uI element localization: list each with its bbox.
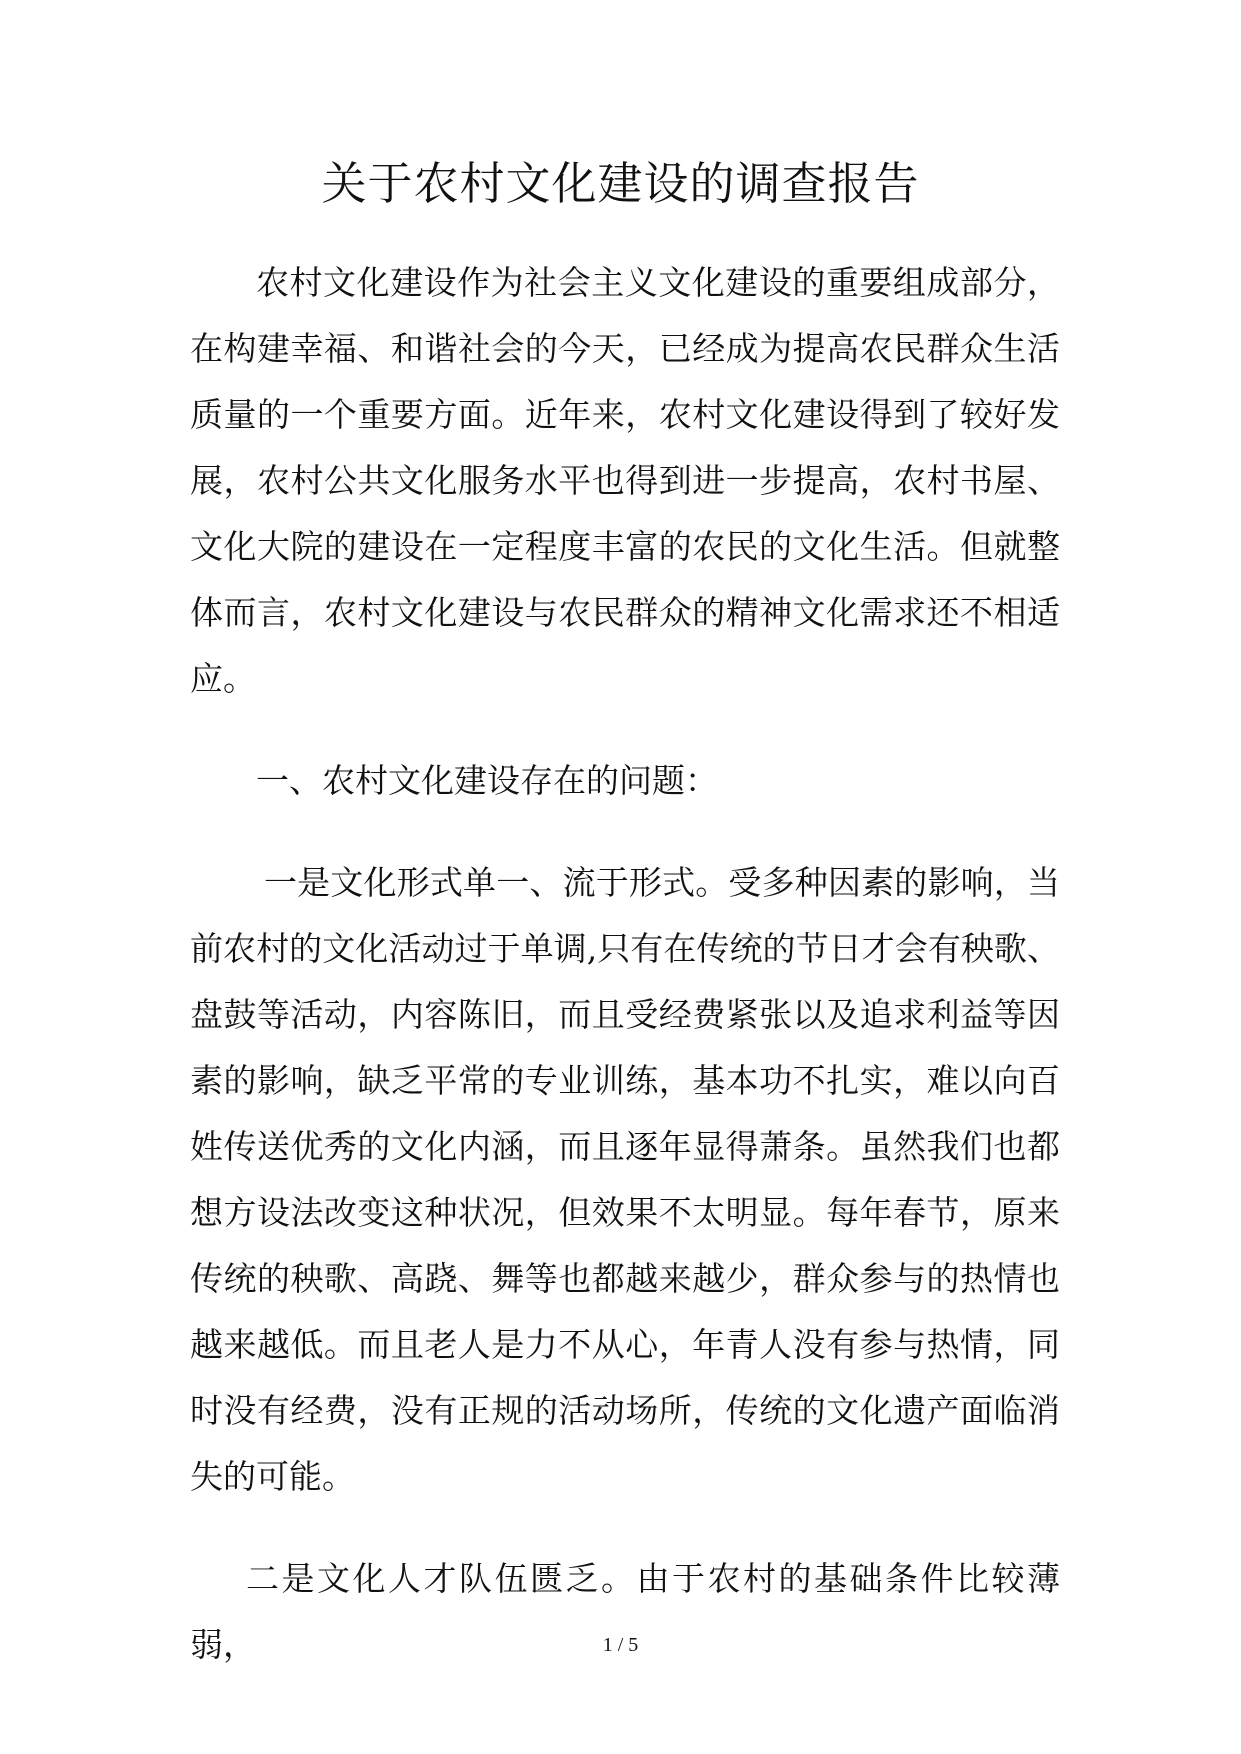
paragraph-problem-two: 二是文化人才队伍匮乏。由于农村的基础条件比较薄弱， bbox=[190, 1559, 1060, 1664]
document-body bbox=[190, 250, 1060, 1678]
document-title: 关于农村文化建设的调查报告 bbox=[321, 157, 920, 210]
page-number: 1 / 5 bbox=[602, 1634, 639, 1656]
paragraph-problem-one: 一是文化形式单一、流于形式。受多种因素的影响，当前农村的文化活动过于单调,只有在传统的节日才会有秧歌、盘鼓等活动，内容陈旧，而且受经费紧张以及追求利益等因素的影响，缺乏平常的专业训练，基本功不扎实，难以向百姓传送优秀的文化内涵，而且逐年显得萧条。虽然我们也都想方设法改变这种状况，但效果不太明显。每年春节，原来传统的秧歌、高跷、舞等也都越来越少，群众参与的热情也越来越低。而且老人是力不从心，年青人没有参与热情，同时没有经费，没有正规的活动场所，传统的文化遗产面临消失的可能。 bbox=[190, 863, 1060, 1496]
paragraph-intro: 农村文化建设作为社会主义文化建设的重要组成部分，在构建幸福、和谐社会的今天，已经成为提高农民群众生活质量的一个重要方面。近年来，农村文化建设得到了较好发展，农村公共文化服务水平也得到进一步提高，农村书屋、文化大院的建设在一定程度丰富的农民的文化生活。但就整体而言，农村文化建设与农民群众的精神文化需求还不相适应。 bbox=[190, 263, 1060, 698]
section-heading: 一、农村文化建设存在的问题： bbox=[256, 761, 718, 800]
